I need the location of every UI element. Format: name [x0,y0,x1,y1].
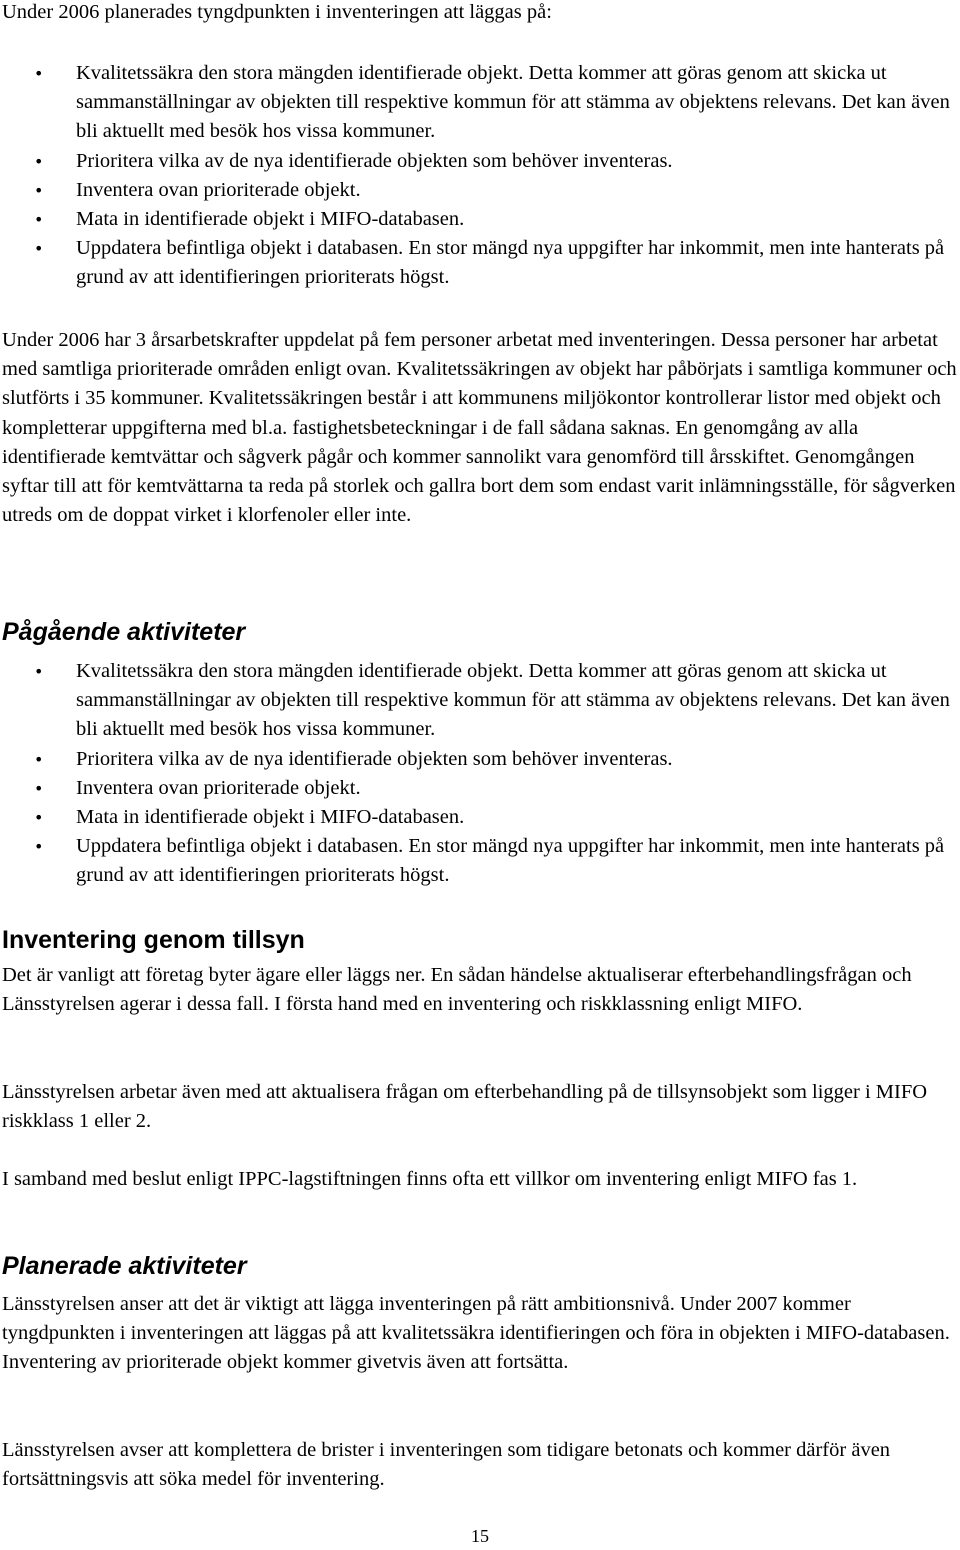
list-item: • Kvalitetssäkra den stora mängden identifierade objekt. Detta kommer att göras genom att skicka ut sammanställningar av objekten till respektive kommun för att stämma av objektens relevans. Det kan även bli aktuellt med besök hos vissa kommuner. [0,59,960,147]
intro-paragraph: Under 2006 planerades tyngdpunkten i inventeringen att läggas på: [2,1,552,23]
list-item: • Uppdatera befintliga objekt i databasen. En stor mängd nya uppgifter har inkommit, men inte hanterats på grund av att identifieringen prioriterats högst. [0,234,960,292]
list-item: • Prioritera vilka av de nya identifierade objekten som behöver inventeras. [0,745,960,774]
list-item: • Uppdatera befintliga objekt i databasen. En stor mängd nya uppgifter har inkommit, men inte hanterats på grund av att identifieringen prioriterats högst. [0,832,960,890]
ongoing-activities-list [0,657,960,891]
tillsyn-paragraph-2: Länsstyrelsen arbetar även med att aktualisera frågan om efterbehandling på de tillsynsobjekt som ligger i MIFO riskklass 1 eller 2. [2,1081,928,1133]
list-item: • Inventera ovan prioriterade objekt. [0,176,960,205]
page-number: 15 [471,1526,489,1546]
status-2006-paragraph: Under 2006 har 3 årsarbetskrafter uppdelat på fem personer arbetat med inventeringen. Dessa personer har arbetat med samtliga prioriterade områden enligt ovan. Kvalitetssäkringen av objekt har påbörjats i samtliga kommuner och slutförts i 35 kommuner. Kvalitetssäkringen består i att kommunens miljökontor kontrollerar listor med objekt och kompletterar uppgifterna med bl.a. fastighetsbeteckningar i de fall sådana saknas. En genomgång av alla identifierade kemtvättar och sågverk pågår och kommer sannolikt vara genomförd till årsskiftet. Genomgången syftar till att för kemtvättarna ta reda på storlek och gallra bort dem som endast varit inlämningsställe, för sågverken utreds om de doppat virket i klorfenoler eller inte. [2,329,957,527]
tillsyn-paragraph-3: I samband med beslut enligt IPPC-lagstiftningen finns ofta ett villkor om inventering enligt MIFO fas 1. [2,1168,858,1190]
list-item: • Mata in identifierade objekt i MIFO-databasen. [0,803,960,832]
planerade-paragraph-1: Länsstyrelsen anser att det är viktigt att lägga inventeringen på rätt ambitionsnivå. Under 2007 kommer tyngdpunkten i inventeringen att läggas på att kvalitetssäkra identifieringen och föra in objekten i MIFO-databasen. Inventering av prioriterade objekt kommer givetvis även att fortsätta. [2,1293,950,1374]
section-heading-planerade: Planerade aktiviteter [2,1252,247,1280]
section-heading-tillsyn: Inventering genom tillsyn [2,926,305,954]
planned-2006-list [0,59,960,293]
tillsyn-paragraph-1: Det är vanligt att företag byter ägare eller läggs ner. En sådan händelse aktualiserar efterbehandlingsfrågan och Länsstyrelsen agerar i dessa fall. I första hand med en inventering och riskklassning enligt MIFO. [2,964,912,1016]
list-item: • Inventera ovan prioriterade objekt. [0,774,960,803]
list-item: • Prioritera vilka av de nya identifierade objekten som behöver inventeras. [0,147,960,176]
planerade-paragraph-2: Länsstyrelsen avser att komplettera de brister i inventeringen som tidigare betonats och kommer därför även fortsättningsvis att söka medel för inventering. [2,1439,891,1491]
list-item: • Mata in identifierade objekt i MIFO-databasen. [0,205,960,234]
list-item: • Kvalitetssäkra den stora mängden identifierade objekt. Detta kommer att göras genom att skicka ut sammanställningar av objekten till respektive kommun för att stämma av objektens relevans. Det kan även bli aktuellt med besök hos vissa kommuner. [0,657,960,745]
section-heading-pagaende: Pågående aktiviteter [2,618,246,646]
